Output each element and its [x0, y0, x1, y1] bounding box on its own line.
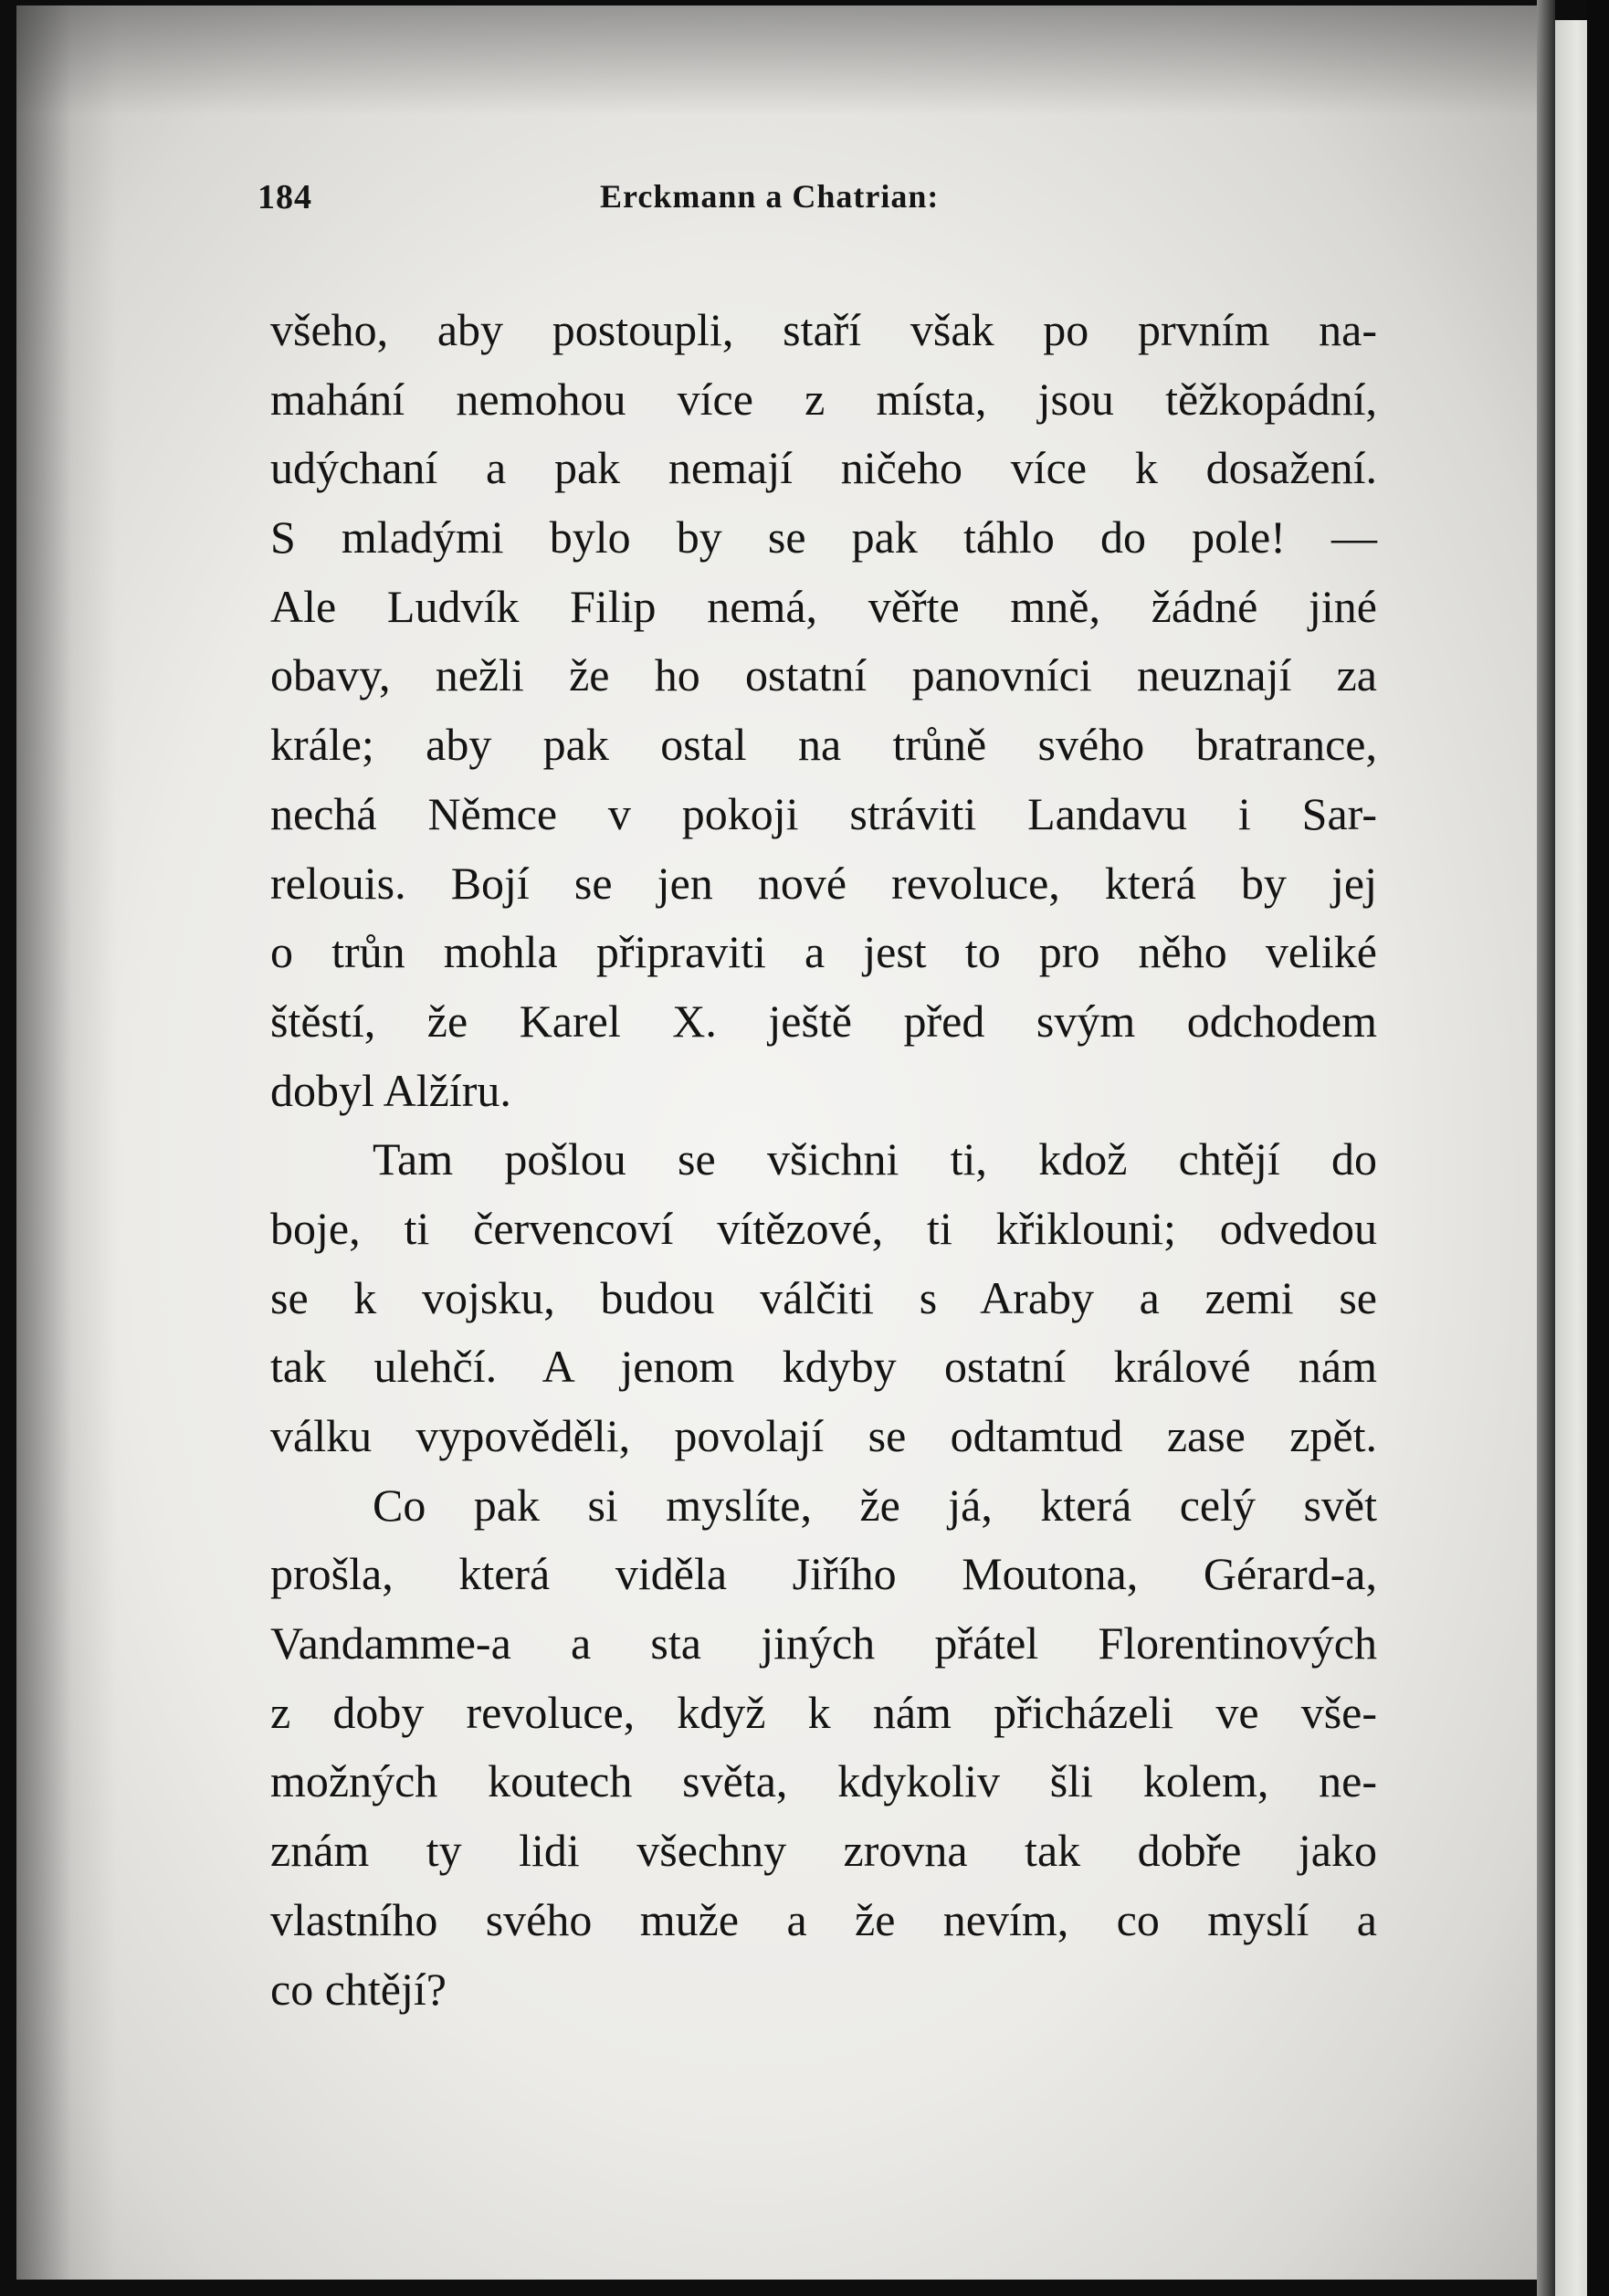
- paragraph-2: [270, 1125, 1377, 1470]
- text-line: štěstí, že Karel X. ještě před svým odchodem: [270, 995, 1377, 1047]
- text-line: relouis. Bojí se jen nové revoluce, která by jej: [270, 857, 1377, 909]
- text-line: mahání nemohou více z místa, jsou těžkopádní,: [270, 373, 1377, 425]
- book-gutter: [1537, 0, 1555, 2296]
- text-line: znám ty lidi všechny zrovna tak dobře jako: [270, 1825, 1377, 1877]
- text-line: Tam pošlou se všichni ti, kdož chtějí do: [373, 1133, 1377, 1185]
- text-line: vlastního svého muže a že nevím, co myslí a: [270, 1893, 1377, 1945]
- text-line: udýchaní a pak nemají ničeho více k dosažení.: [270, 442, 1377, 494]
- body-text: [270, 296, 1377, 2024]
- paragraph-3: [270, 1471, 1377, 2025]
- text-line: co chtějí?: [270, 1963, 447, 2015]
- text-line: obavy, nežli že ho ostatní panovníci neuznají za: [270, 649, 1377, 701]
- text-line: Co pak si myslíte, že já, která celý svět: [373, 1479, 1377, 1531]
- text-line: tak ulehčí. A jenom kdyby ostatní králové nám: [270, 1341, 1377, 1393]
- paragraph-1: [270, 296, 1377, 1125]
- text-line: S mladými bylo by se pak táhlo do pole! —: [270, 511, 1377, 563]
- text-line: o trůn mohla připraviti a jest to pro něho veliké: [270, 926, 1377, 978]
- scan-border: [1587, 0, 1609, 2296]
- page-number: 184: [258, 178, 312, 216]
- book-page: [16, 5, 1537, 2280]
- text-line: všeho, aby postoupli, staří však po prvním na-: [270, 304, 1377, 355]
- text-line: z doby revoluce, když k nám přicházeli ve vše-: [270, 1686, 1377, 1738]
- text-line: se k vojsku, budou válčiti s Araby a zemi se: [270, 1271, 1377, 1323]
- text-line: nechá Němce v pokoji stráviti Landavu i Sar-: [270, 787, 1377, 839]
- text-line: boje, ti červencoví vítězové, ti křiklouni; odvedou: [270, 1202, 1377, 1254]
- text-line: dobyl Alžíru.: [270, 1064, 511, 1116]
- text-line: Vandamme-a a sta jiných přátel Florentinových: [270, 1617, 1377, 1669]
- text-line: krále; aby pak ostal na trůně svého bratrance,: [270, 719, 1377, 771]
- running-head: [16, 177, 1537, 232]
- text-line: Ale Ludvík Filip nemá, věřte mně, žádné jiné: [270, 580, 1377, 632]
- text-line: prošla, která viděla Jiřího Moutona, Gérard-a,: [270, 1548, 1377, 1600]
- text-line: možných koutech světa, kdykoliv šli kolem, ne-: [270, 1755, 1377, 1807]
- running-title: Erckmann a Chatrian:: [600, 178, 940, 215]
- text-line: válku vypověděli, povolají se odtamtud zase zpět.: [270, 1410, 1377, 1461]
